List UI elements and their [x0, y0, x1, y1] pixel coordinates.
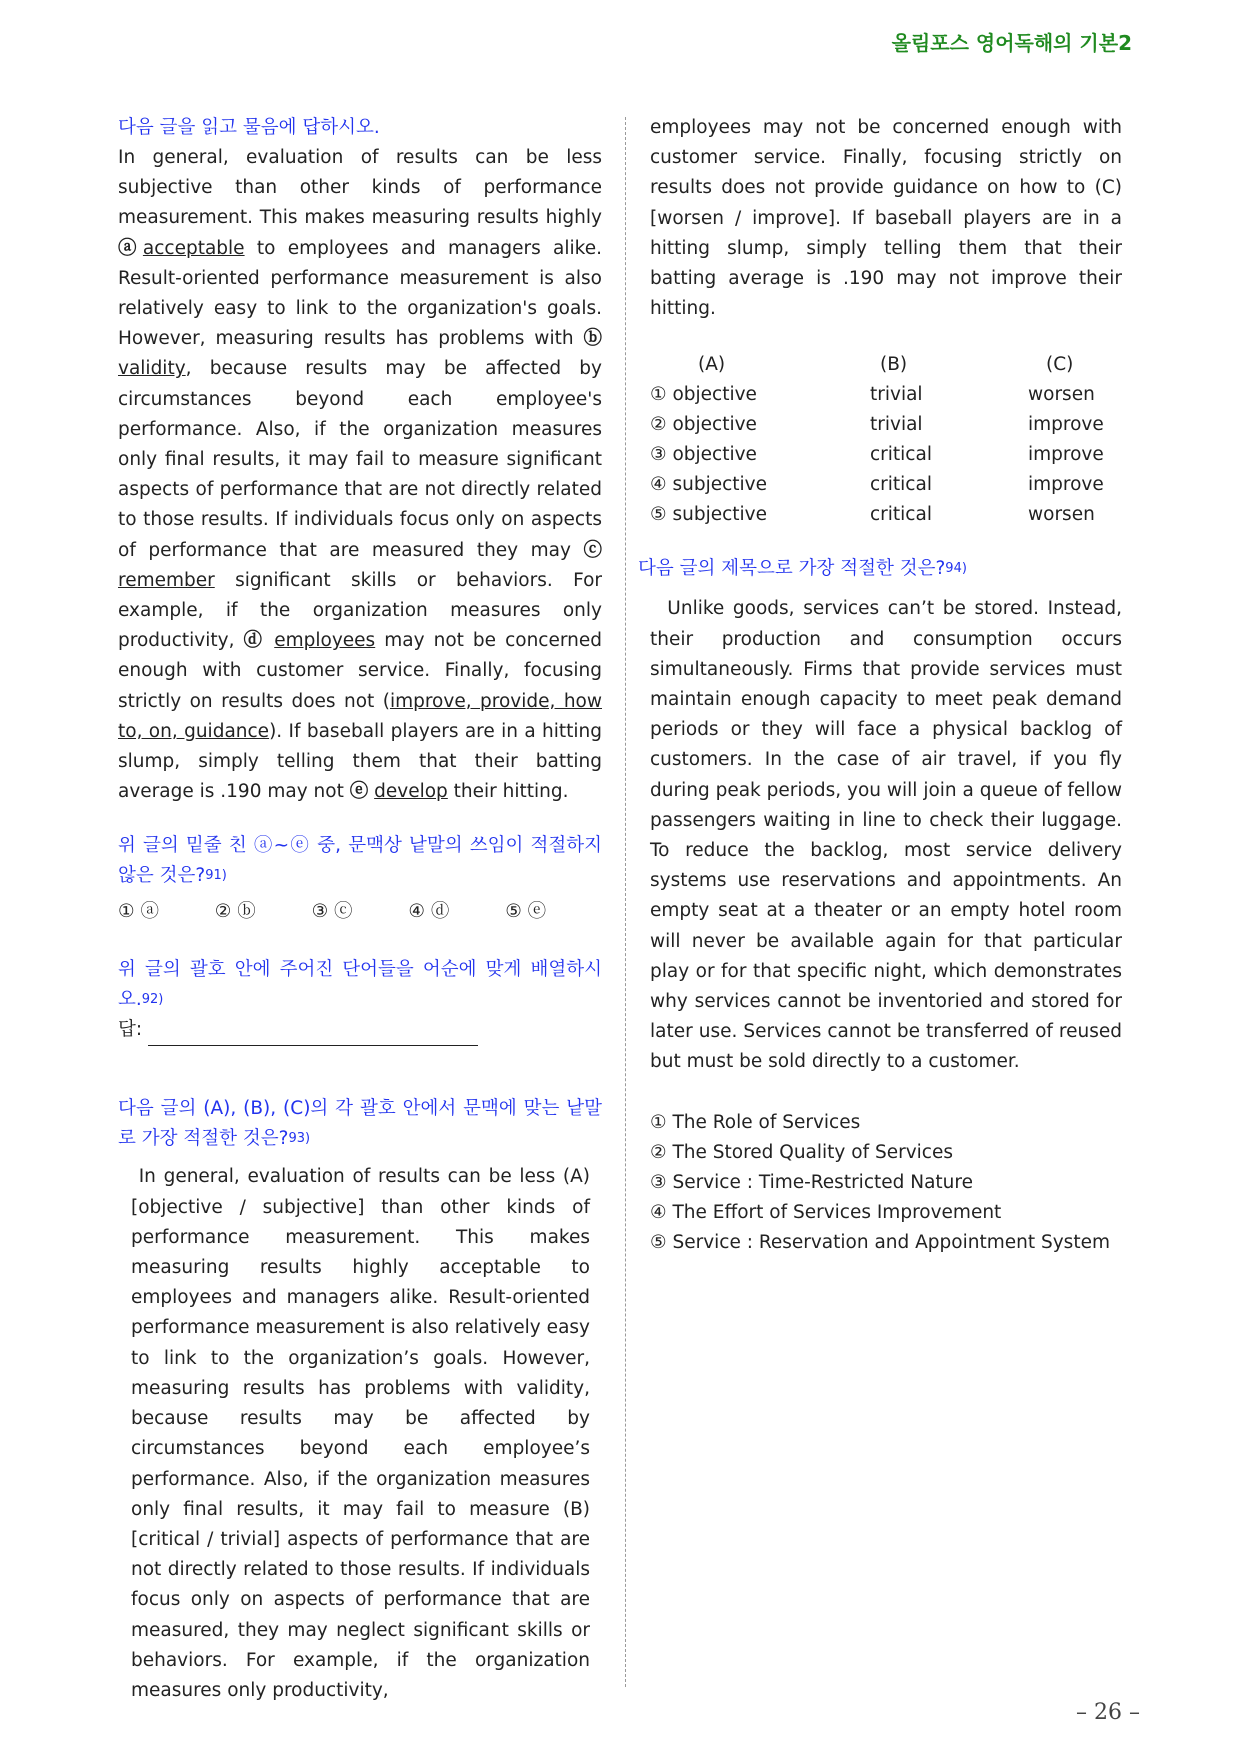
underline-e: develop [374, 781, 448, 803]
question-93-passage: In general, evaluation of results can be less (A)[objective / subjective] than other kinds of performance measurement. This makes measuring results highly acceptable to employees and managers alike. Result-oriented performance measurement is also relatively easy to link to the organization’s goals. However, measuring results has problems with validity, because results may be affected by circumstances beyond each employee’s performance. Also, if the organization measures only final results, it may fail to measure (B)[critical / trivial] aspects of performance that are not directly related to those results. If individuals focus only on aspects of performance that are measured, they may neglect significant skills or behaviors. For example, if the organization measures only productivity, [131, 1166, 590, 1701]
choice-4[interactable]: ④ ⓓ [408, 901, 450, 923]
choice-2[interactable]: ② ⓑ [214, 901, 256, 923]
choice-3[interactable]: ③ ⓒ [311, 901, 353, 923]
answer-table [650, 350, 1104, 530]
question-91-choices [118, 897, 602, 927]
left-column [118, 113, 602, 1706]
answer-row[interactable]: ④ subjective critical improve [650, 474, 1104, 496]
answer-row[interactable]: ③ objective critical improve [650, 444, 1104, 466]
question-91: 위 글의 밑줄 친 ⓐ~ⓔ 중, 문맥상 낱말의 쓰임이 적절하지 않은 것은?$^{91)}$ [118, 835, 602, 887]
header-title: 올림포스 영어독해의 기본2 [891, 31, 1132, 55]
underline-c: remember [118, 569, 215, 591]
answer-row[interactable]: ① objective trivial worsen [650, 384, 1095, 406]
question-92: 위 글의 괄호 안에 주어진 단어들을 어순에 맞게 배열하시오.$^{92)}$ [118, 959, 602, 1011]
marker-a: ⓐ [118, 237, 143, 259]
choice-1[interactable]: ① ⓐ [118, 901, 159, 923]
passage-1: In general, evaluation of results can be less subjective than other kinds of performance measurement. This makes measuring results highly ⓐacceptable to employees and managers alike. Result-oriented performance measurement is also relatively easy to link to the organization's goals. However, measuring results has problems with ⓑ validity, because results may be affected by circumstances beyond each employee's performance. Also, if the organization measures only final results, it may fail to measure significant aspects of performance that are not directly related to those results. If individuals focus only on aspects of performance that are measured they may ⓒ remember significant skills or behaviors. For example, if the organization measures only productivity, ⓓ employees may not be concerned enough with customer service. Finally, focusing strictly on results does not (improve, provide, how to, on, guidance). If baseball players are in a hitting slump, simply telling them that their batting average is .190 may not ⓔ develop their hitting. [118, 147, 602, 803]
option-2[interactable]: ② The Stored Quality of Services [650, 1141, 953, 1163]
underline-a: acceptable [142, 237, 245, 259]
choice-5[interactable]: ⑤ ⓔ [505, 901, 547, 923]
scrambled-words: improve, provide, how to, on, guidance [118, 690, 602, 742]
page-number: – 26 – [1076, 1700, 1140, 1725]
question-93-passage-continued: employees may not be concerned enough with customer service. Finally, focusing strictly on results does not provide guidance on how to (C)[worsen / improve]. If baseball players are in a hitting slump, simply telling them that their batting average is .190 may not improve their hitting. [650, 117, 1122, 320]
underline-d: employees [274, 630, 376, 652]
answer-blank[interactable] [148, 1015, 478, 1046]
answer-row[interactable]: ⑤ subjective critical worsen [650, 504, 1095, 526]
instruction: 다음 글을 읽고 물음에 답하시오. [118, 117, 380, 138]
option-3[interactable]: ③ Service : Time-Restricted Nature [650, 1171, 973, 1193]
question-94: 다음 글의 제목으로 가장 적절한 것은?$^{94)}$ [638, 558, 967, 580]
option-4[interactable]: ④ The Effort of Services Improvement [650, 1201, 1002, 1223]
option-5[interactable]: ⑤ Service : Reservation and Appointment System [650, 1231, 1110, 1253]
option-1[interactable]: ① The Role of Services [650, 1111, 861, 1133]
question-93: 다음 글의 (A), (B), (C)의 각 괄호 안에서 문맥에 맞는 낱말로 가장 적절한 것은?$^{93)}$ [118, 1098, 602, 1150]
question-94-options [650, 1108, 1122, 1258]
answer-line [118, 1015, 602, 1046]
marker-c: ⓒ [583, 539, 602, 561]
marker-e: ⓔ [349, 781, 369, 803]
answer-row[interactable]: ② objective trivial improve [650, 414, 1104, 436]
marker-d: ⓓ [243, 630, 266, 652]
right-column [638, 113, 1123, 1258]
question-94-passage: Unlike goods, services can’t be stored. Instead, their production and consumption occurs simultaneously. Firms that provide services must maintain enough capacity to meet peak demand periods or they will face a physical backlog of customers. In the case of air travel, if you fly during peak periods, you will join a queue of fellow passengers waiting in line to check their luggage. To reduce the backlog, most service delivery systems use reservations and appointments. An empty seat at a theater or an empty hotel room will never be available again for that particular play or for that specific night, which demonstrates why services cannot be inventoried and stored for later use. Services cannot be transferred of reused but must be sold directly to a customer. [650, 598, 1123, 1073]
underline-b: validity [118, 358, 186, 380]
answer-label: 답: [118, 1019, 143, 1041]
column-divider [625, 117, 626, 1687]
answer-table-header: (A) (B) (C) [698, 354, 1074, 376]
marker-b: ⓑ [583, 328, 602, 350]
